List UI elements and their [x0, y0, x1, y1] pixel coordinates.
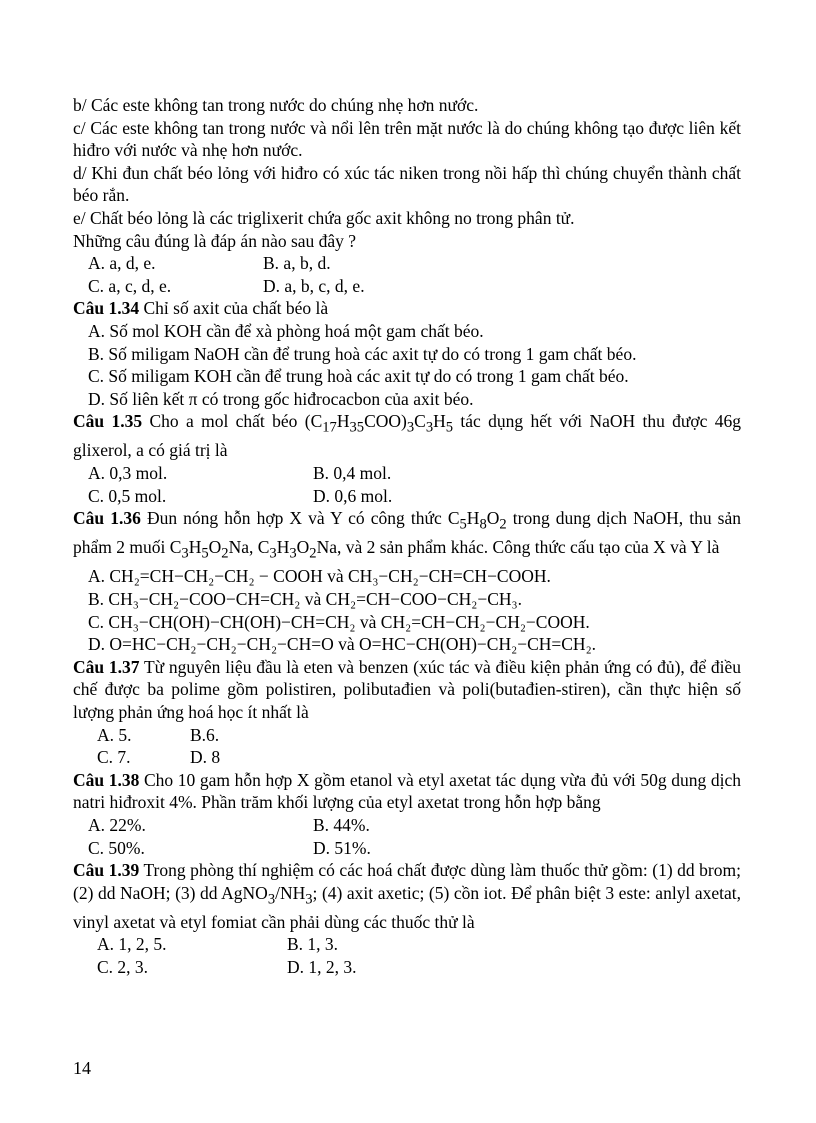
formula-part: H: [188, 537, 202, 558]
formula-part: COO): [364, 411, 407, 432]
subscript: 2: [309, 545, 317, 562]
question-1-37: [73, 656, 741, 724]
subscript: 3: [406, 419, 415, 436]
statement-b: b/ Các este không tan trong nước do chúng nhẹ hơn nước.: [73, 95, 479, 115]
subscript: 5: [445, 419, 454, 436]
formula-part: Na,: [316, 537, 342, 558]
statement-c: c/ Các este không tan trong nước và nổi lên trên mặt nước là do chúng không tạo được liên kết hiđro với nước và nhẹ hơn nước.: [73, 117, 741, 161]
option-d: D. a, b, c, d, e.: [263, 275, 365, 296]
answer-row: [73, 724, 741, 747]
question-stem: ; (4) axit axetic; (5) cồn iot. Để phân biệt 3 este: anlyl axetat, vinyl axetat và etyl fomiat cần phải dùng các thuốc thử là: [73, 882, 741, 932]
question-prompt: Những câu đúng là đáp án nào sau đây ?: [73, 230, 357, 251]
option-a: A. a, d, e.: [88, 253, 156, 274]
question-label: Câu 1.35: [73, 411, 143, 432]
question-label: Câu 1.34: [73, 298, 140, 319]
subscript: 5: [459, 516, 467, 533]
option-d: D. O=HC−CH₂−CH₂−CH₂−CH=O và O=HC−CH(OH)−CH₂−CH=CH₂.: [88, 634, 597, 655]
option-d: D. Số liên kết π có trong gốc hiđrocacbon của axit béo.: [88, 388, 474, 409]
formula-part: O: [486, 508, 500, 529]
option-c: C. 2, 3.: [97, 956, 149, 977]
subscript: 5: [201, 545, 209, 562]
option-c: C. 50%.: [88, 837, 145, 858]
question-1-36: [73, 507, 741, 565]
formula-part: /NH: [275, 882, 306, 903]
option-b: B. 0,4 mol.: [313, 463, 392, 483]
formula-part: O: [296, 537, 310, 558]
subscript: 3: [181, 545, 189, 562]
question-stem: trong dung dịch NaOH, thu sản phẩm 2 muối C: [73, 508, 742, 558]
question-stem: Cho 10 gam hỗn hợp X gồm etanol và etyl axetat tác dụng vừa đủ với 50g dung dịch natri hiđroxit 4%. Phần trăm khối lượng của etyl axetat trong hỗn hợp bằng: [73, 769, 742, 813]
option-b: B. Số miligam NaOH cần để trung hoà các axit tự do có trong 1 gam chất béo.: [88, 343, 637, 364]
question-stem: Chỉ số axit của chất béo là: [143, 298, 329, 319]
option-d: D. 8: [190, 747, 221, 768]
answer-row: [73, 485, 741, 508]
answer-row: [73, 933, 741, 956]
question-stem: tác dụng hết với NaOH thu được 46g glixerol, a có giá trị là: [73, 411, 742, 461]
answer-row: [73, 956, 741, 979]
option-c: C. a, c, d, e.: [88, 275, 172, 296]
question-stem: và 2 sản phẩm khác. Công thức cấu tạo của X và Y là: [345, 537, 720, 558]
answer-row: [73, 746, 741, 769]
answer-row: [73, 462, 741, 485]
option-a: A. 1, 2, 5.: [97, 934, 167, 955]
subscript: 2: [499, 516, 507, 533]
option-c: C. CH₃−CH(OH)−CH(OH)−CH=CH₂ và CH₂=CH−CH₂−CH₂−COOH.: [88, 611, 590, 632]
option-d: D. 0,6 mol.: [313, 485, 393, 506]
question-label: Câu 1.37: [73, 656, 140, 677]
option-d: D. 51%.: [313, 837, 371, 858]
subscript: 3: [305, 891, 313, 908]
option-b: B. 44%.: [313, 814, 370, 835]
question-1-38: [73, 769, 741, 814]
option-c: C. Số miligam KOH cần để trung hoà các axit tự do có trong 1 gam chất béo.: [88, 366, 629, 387]
question-label: Câu 1.36: [73, 508, 141, 529]
option-b: B. 1, 3.: [287, 934, 339, 955]
question-stem: Đun nóng hỗn hợp X và Y có công thức C: [146, 508, 460, 529]
option-b: B. CH₃−CH₂−COO−CH=CH₂ và CH₂=CH−COO−CH₂−CH₃.: [88, 588, 523, 609]
document-body: [73, 94, 741, 979]
answer-row: [73, 837, 741, 860]
answer-row: [73, 275, 741, 298]
option-b: B. a, b, d.: [263, 253, 331, 274]
statement-e: e/ Chất béo lỏng là các triglixerit chứa gốc axit không no trong phân tử.: [73, 207, 575, 228]
subscript: 3: [289, 545, 297, 562]
question-1-39: [73, 859, 741, 933]
formula-part: H: [336, 411, 350, 432]
option-d: D. 1, 2, 3.: [287, 956, 357, 977]
subscript: 35: [349, 419, 365, 436]
option-a: A. 0,3 mol.: [88, 463, 168, 483]
formula-part: O: [208, 537, 222, 558]
page-number: 14: [73, 1058, 91, 1078]
question-label: Câu 1.38: [73, 769, 140, 790]
option-a: A. 22%.: [88, 814, 146, 835]
formula-part: H: [433, 411, 446, 432]
answer-row: [73, 252, 741, 275]
subscript: 17: [322, 419, 337, 436]
question-1-34: [73, 297, 741, 320]
question-stem: Cho a mol chất béo (C: [149, 411, 323, 432]
formula-part: C: [414, 411, 426, 432]
question-stem: Trong phòng thí nghiệm có các hoá chất được dùng làm thuốc thử gồm: (1) dd brom; (2) dd NaOH; (3) dd AgNO: [73, 860, 741, 903]
subscript: 8: [479, 516, 487, 533]
formula-part: H: [276, 537, 290, 558]
question-1-35: [73, 410, 741, 462]
option-c: C. 7.: [97, 747, 131, 768]
subscript: 2: [221, 545, 229, 562]
question-stem: Từ nguyên liệu đầu là eten và benzen (xúc tác và điều kiện phản ứng có đủ), để điều chế được ba polime gồm polistiren, polibutađien và poli(butađien-stiren), cần thực hiện số lượng phản ứng hoá học ít nhất là: [73, 656, 741, 722]
formula-part: H: [466, 508, 480, 529]
answer-row: [73, 814, 741, 837]
option-a: A. 5.: [97, 724, 132, 745]
subscript: 3: [267, 891, 276, 908]
question-label: Câu 1.39: [73, 860, 140, 881]
subscript: 3: [425, 419, 434, 436]
formula-part: Na, C: [228, 537, 270, 558]
subscript: 3: [269, 545, 277, 562]
statement-d: d/ Khi đun chất béo lỏng với hiđro có xúc tác niken trong nồi hấp thì chúng chuyển thành chất béo rắn.: [73, 162, 741, 206]
option-b: B.6.: [190, 724, 220, 745]
option-a: A. CH₂=CH−CH₂−CH₂ − COOH và CH₃−CH₂−CH=CH−COOH.: [88, 566, 551, 587]
option-a: A. Số mol KOH cần để xà phòng hoá một gam chất béo.: [88, 320, 484, 341]
option-c: C. 0,5 mol.: [88, 485, 167, 506]
